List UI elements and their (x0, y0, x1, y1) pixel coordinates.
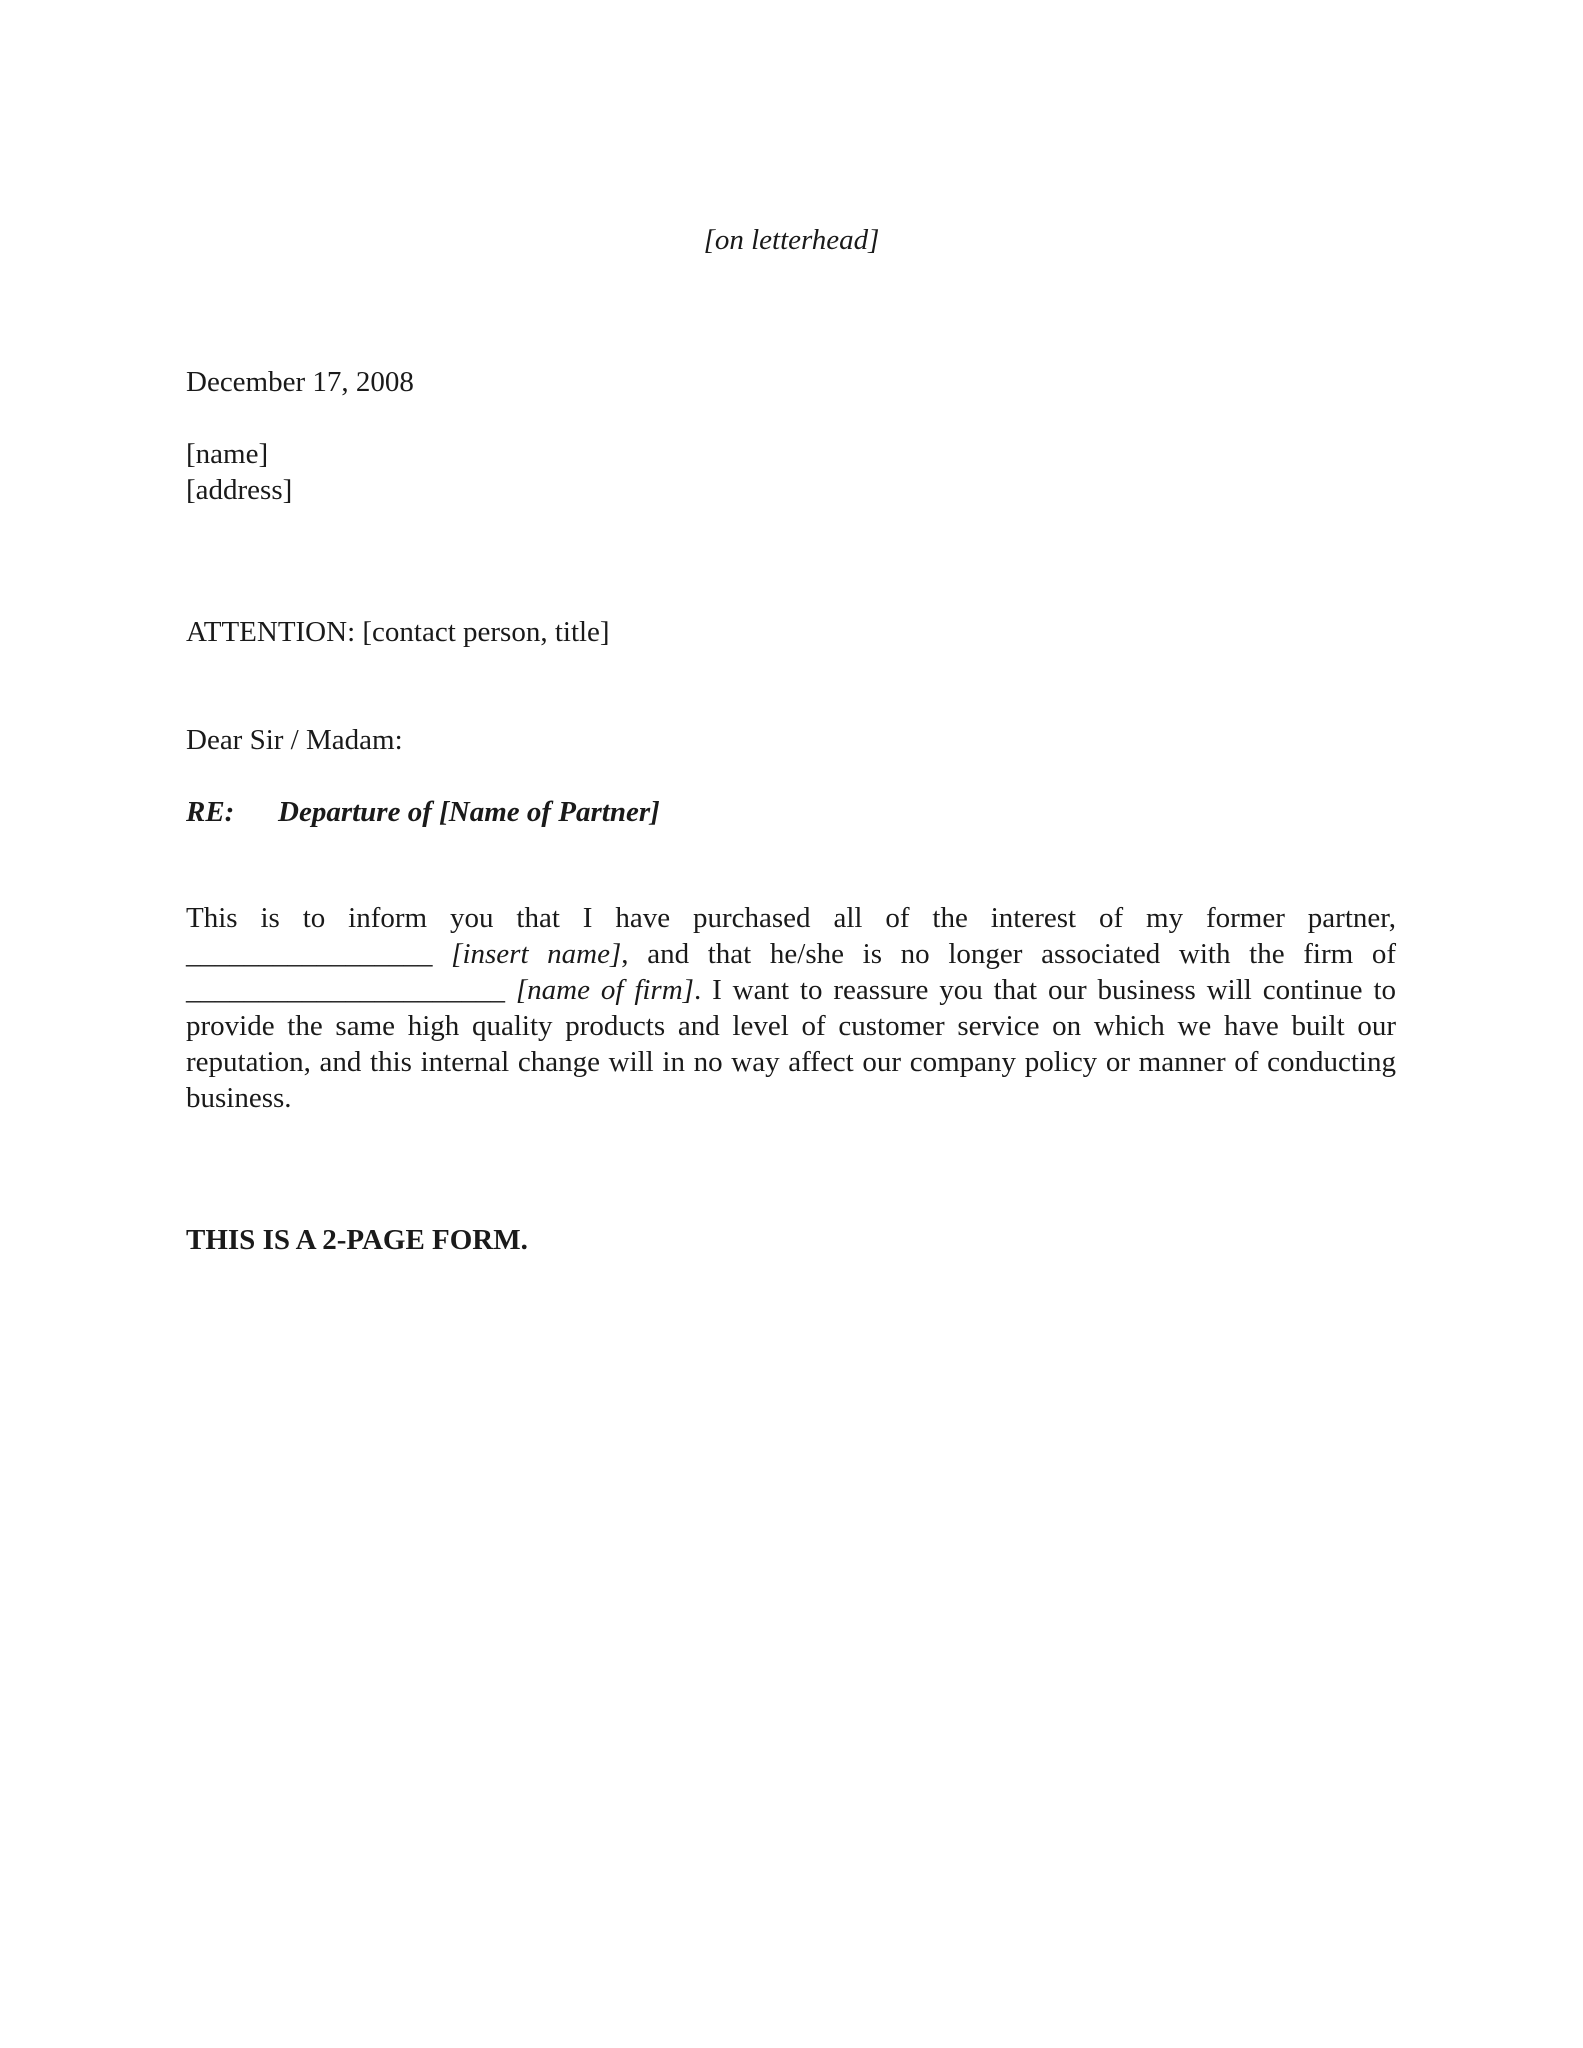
body-text-part3: . I want to reassure you that our business will continue to provide the same high quality products and level of customer service on which we have built our reputation, and this internal change will in no way affect our company policy or manner of conducting business. (186, 974, 1396, 1114)
re-label: RE: (186, 796, 235, 828)
body-text-part2: , and that he/she is no longer associated with the firm of (621, 938, 1396, 970)
recipient-block (186, 436, 1396, 508)
attention-line: ATTENTION: [contact person, title] (186, 616, 610, 648)
insert-name-placeholder: [insert name] (432, 938, 622, 970)
body-paragraph (186, 900, 1396, 1116)
salutation: Dear Sir / Madam: (186, 724, 403, 756)
page-form-notice: THIS IS A 2-PAGE FORM. (186, 1224, 528, 1256)
blank-firm-name: ______________________ (186, 974, 505, 1006)
re-subject: Departure of [Name of Partner] (278, 796, 660, 828)
recipient-address: [address] (186, 474, 293, 506)
body-text-part1: This is to inform you that I have purchased all of the interest of my former partner, (186, 902, 1396, 934)
name-of-firm-placeholder: [name of firm] (505, 974, 694, 1006)
re-line (186, 794, 1396, 830)
letterhead-note: [on letterhead] (703, 224, 880, 256)
recipient-name: [name] (186, 438, 269, 470)
blank-partner-name: _________________ (186, 938, 433, 970)
letter-date: December 17, 2008 (186, 366, 414, 398)
